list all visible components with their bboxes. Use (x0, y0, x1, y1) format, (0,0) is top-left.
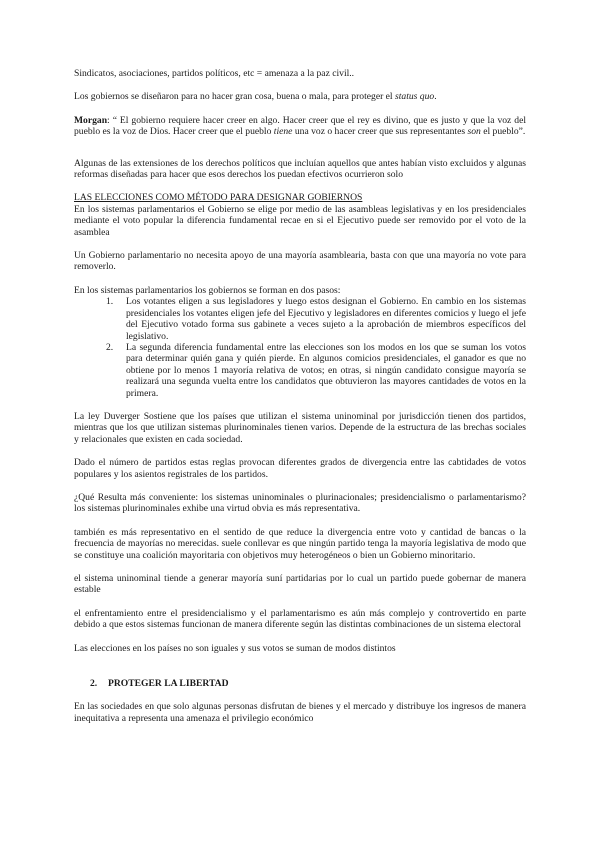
list-item (74, 296, 526, 342)
morgan-text-2: una voz o hacer creer que sus representantes (292, 126, 468, 138)
status-quo-text: Los gobiernos se diseñaron para no hacer gran cosa, buena o mala, para proteger el (74, 91, 395, 103)
heading-elections: LAS ELECCIONES COMO MÉTODO PARA DESIGNAR GOBIERNOS (74, 192, 363, 204)
morgan-italic-1: tiene (273, 126, 293, 138)
paragraph-economic-privilege: En las sociedades en que solo algunas personas disfrutan de bienes y el mercado y distribuye los ingresos de manera inequitativa a representa una amenaza el privilegio económico (74, 701, 526, 724)
paragraph-elections-differ: Las elecciones en los países no son iguales y sus votos se suman de modos distintos (74, 642, 396, 654)
paragraph-party-divergence: Dado el número de partidos estas reglas provocan diferentes grados de divergencia entre las cabtidades de votos populares y los asientos registrales de los partidos. (74, 457, 526, 480)
morgan-speaker: Morgan (74, 114, 108, 126)
list-item-number: 1. (106, 296, 114, 308)
paragraph-presidential-vs-parliamentary: el enfrentamiento entre el presidencialismo y el parlamentarismo es aún más complejo y controvertido en parte debido a que estos sistemas funcionan de manera diferente según las distintas combinaciones de un sistema electoral (74, 607, 526, 631)
paragraph-parliamentary-support: Un Gobierno parlamentario no necesita apoyo de una mayoría asamblearia, basta con que una mayoría no vote para removerlo. (74, 250, 526, 273)
morgan-text-1: : “ El gobierno requiere hacer creer en algo. Hacer creer que el rey es divino, que es justo y que la voz del pueblo es la voz de Dios. Hacer creer que el pueblo (74, 114, 526, 138)
numbered-list (74, 296, 526, 399)
paragraph-parliamentary-systems: En los sistemas parlamentarios el Gobierno se elige por medio de las asambleas legislativas y en los presidenciales mediante el voto popular la diferencia fundamental recae en si el Ejecutivo puede ser removido por el voto de la asamblea (74, 203, 526, 238)
status-quo-italic: status quo (395, 91, 435, 103)
status-quo-end: . (434, 91, 437, 103)
list-item-text: La segunda diferencia fundamental entre las elecciones son los modos en los que se suman los votos para determinar quién gana y quién pierde. En algunos comicios presidenciales, el ganador es que no obtiene por lo menos 1 mayoría relativa de votos; en otras, si ningún candidato consigue mayoría se realizará una segunda vuelta entre los candidatos que obtuvieron las mayores cantidades de votos en la primera. (126, 341, 526, 399)
paragraph-status-quo (74, 91, 526, 102)
paragraph-two-steps: En los sistemas parlamentarios los gobiernos se forman en dos pasos: (74, 284, 341, 296)
paragraph-political-rights: Algunas de las extensiones de los derechos políticos que incluían aquellos que antes habían visto excluidos y algunas reformas diseñadas para hacer que esos derechos los puedan efectivos ocurrieron solo (74, 157, 526, 181)
paragraph-civil-peace: Sindicatos, asociaciones, partidos políticos, etc = amenaza a la paz civil.. (74, 68, 355, 79)
list-item (74, 342, 526, 399)
morgan-text-3: el pueblo”. (480, 126, 526, 138)
section-title: PROTEGER LA LIBERTAD (108, 678, 229, 690)
list-item-number: 2. (106, 341, 114, 353)
document-page (74, 68, 526, 724)
paragraph-question: ¿Qué Resulta más conveniente: los sistemas uninominales o plurinacionales; presidencialismo o parlamentarismo? los sistemas plurinominales exhibe una virtud obvia es más representativa. (74, 491, 526, 515)
paragraph-duverger: La ley Duverger Sostiene que los países que utilizan el sistema uninominal por jurisdicción tienen dos partidos, mientras que los que utilizan sistemas plurinominales tienen varios. Depende de la estructura de las brechas sociales y relacionales que existen en cada sociedad. (74, 410, 526, 445)
section-number: 2. (90, 678, 98, 690)
section-heading-protect-freedom (74, 678, 526, 689)
paragraph-uninominal: el sistema uninominal tiende a generar mayoría suní partidarias por lo cual un partido puede gobernar de manera estable (74, 573, 526, 596)
paragraph-morgan-quote (74, 115, 526, 138)
list-item-text: Los votantes eligen a sus legisladores y luego estos designan el Gobierno. En cambio en los sistemas presidenciales los votantes eligen jefe del Ejecutivo y legisladores en diferentes comicios y luego el jefe del Ejecutivo votado forma sus gabinete a veces sujeto a la aprobación de miembros específicos del legislativo. (126, 296, 526, 342)
morgan-italic-2: son (467, 126, 481, 138)
paragraph-representative: también es más representativo en el sentido de que reduce la divergencia entre voto y cantidad de bancas o la frecuencia de mayorías no merecidas. suele conllevar es que ningún partido tenga la mayoría legislativa de modo que se constituye una coalición mayoritaria con objetivos muy heterogéneos o bien un Gobierno minoritario. (74, 526, 526, 561)
